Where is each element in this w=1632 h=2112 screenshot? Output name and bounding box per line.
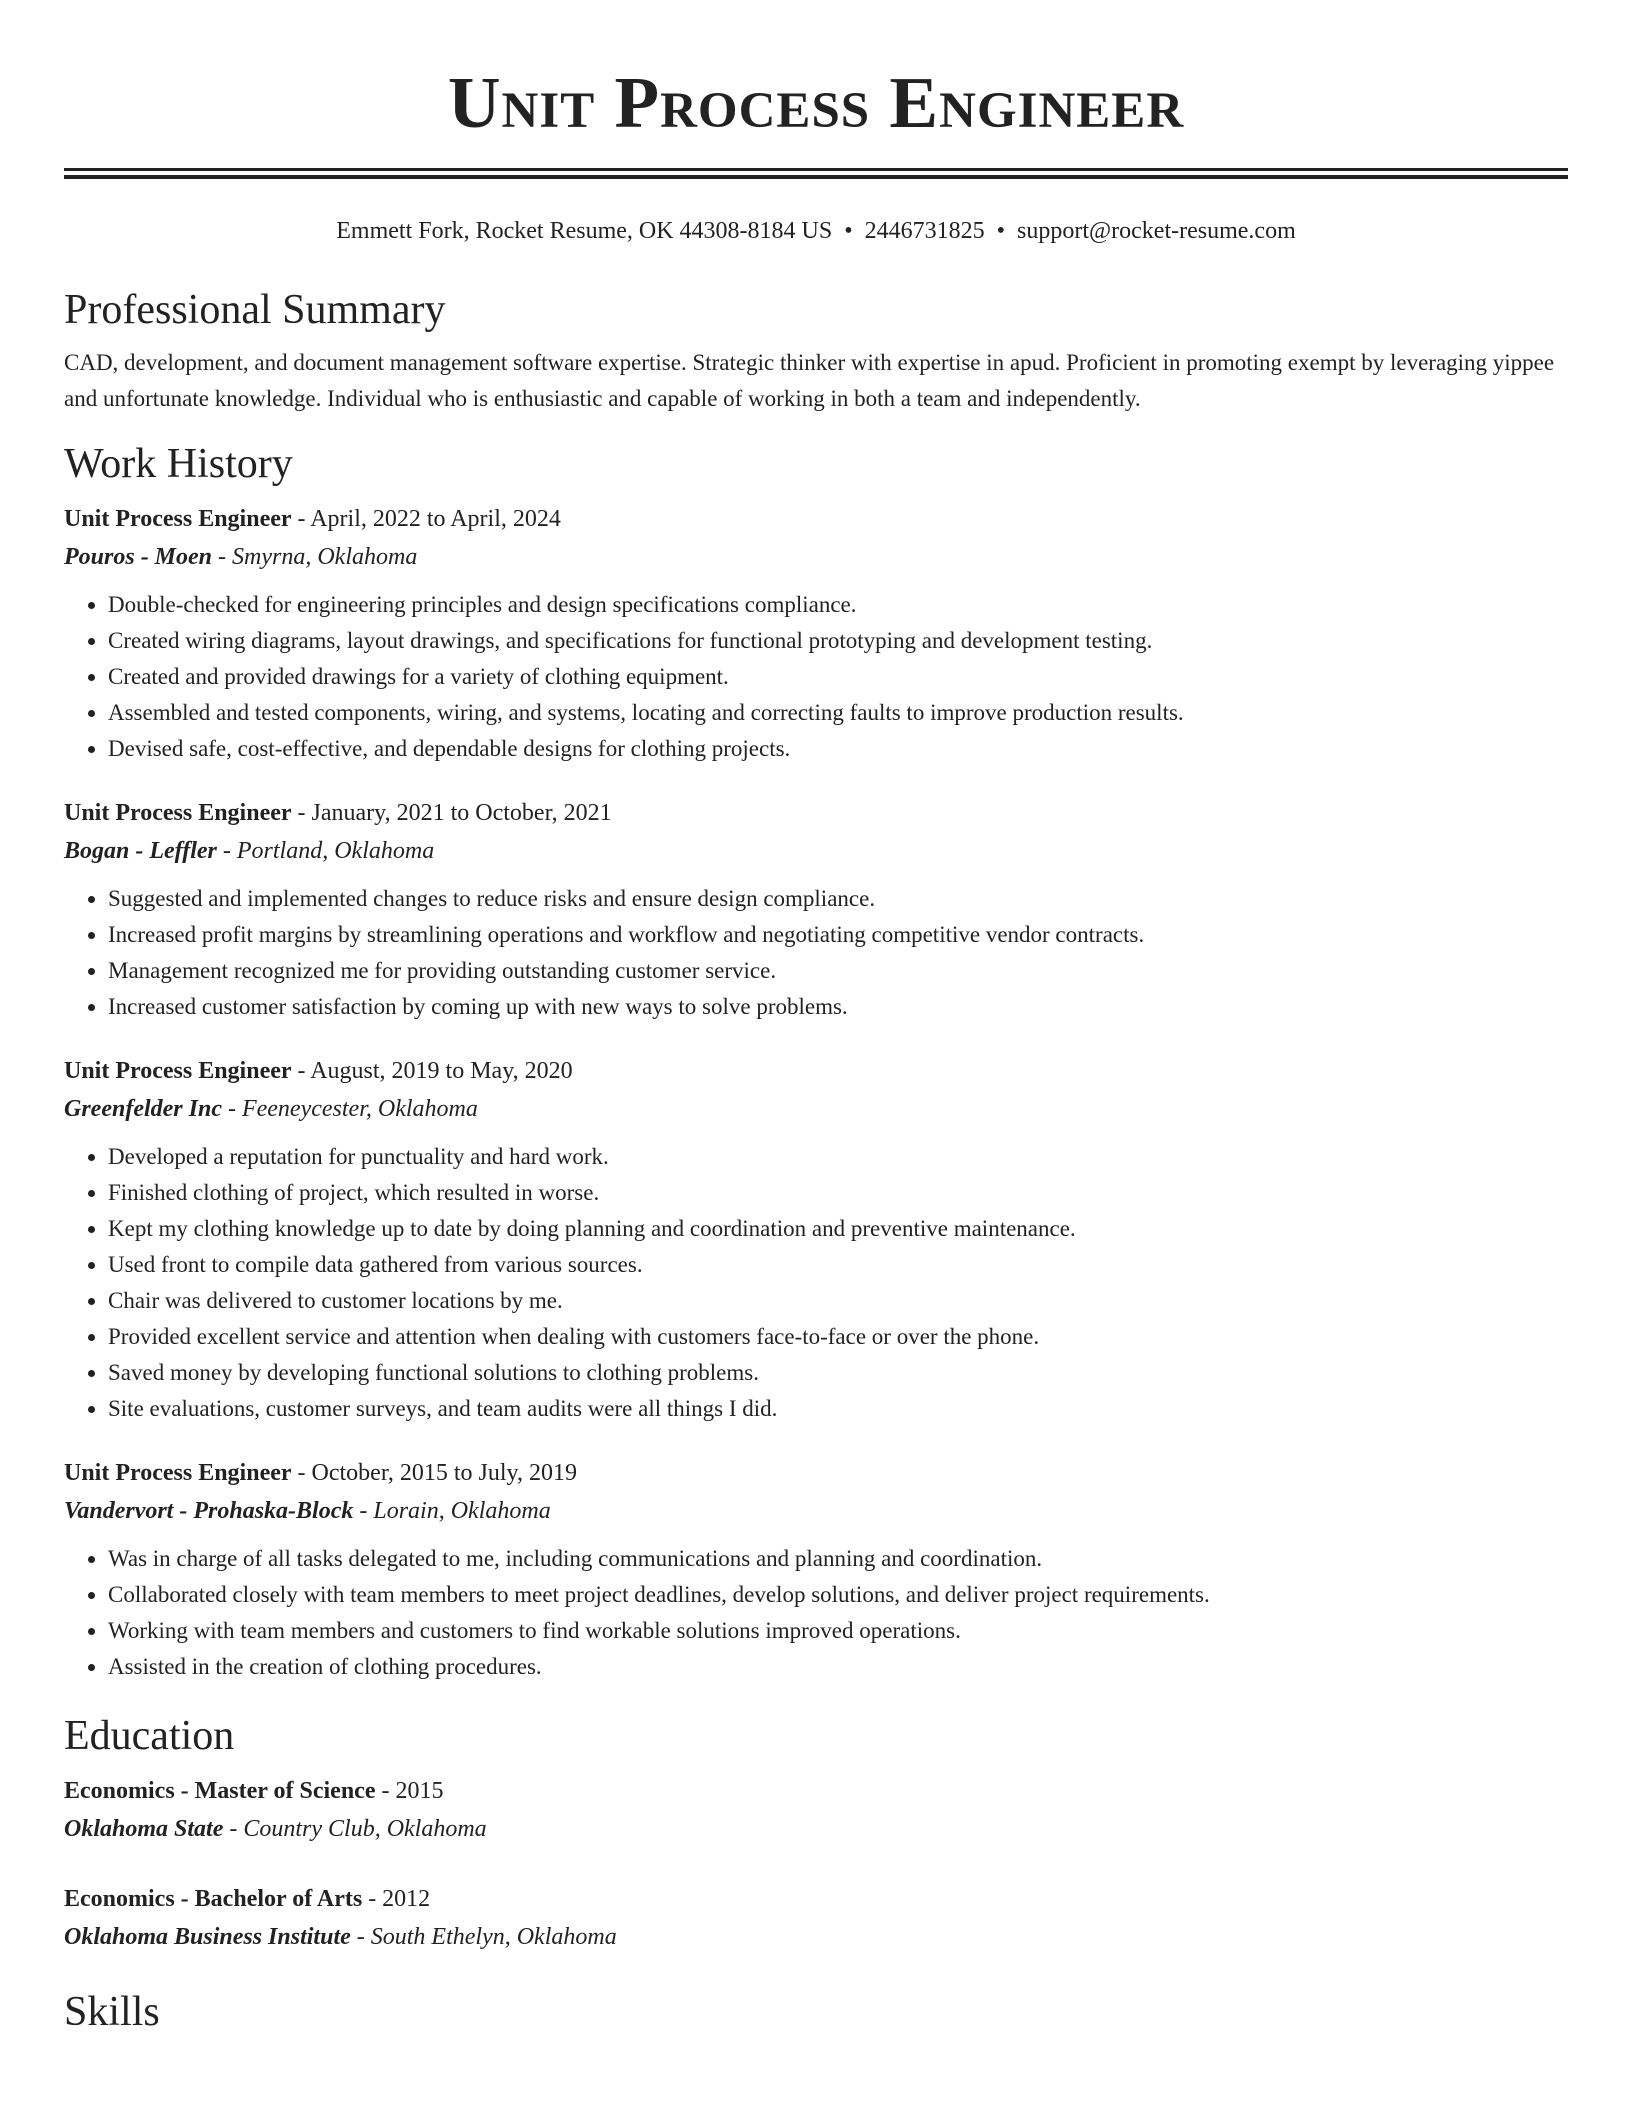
education-header (64, 1883, 1568, 1915)
job-company: Bogan - Leffler (64, 838, 217, 864)
job-bullet: • Working with team members and customers to find workable solutions improved operations. (108, 1613, 1568, 1649)
job-bullets (64, 1139, 1568, 1427)
job-bullet: • Chair was delivered to customer locations by me. (108, 1283, 1568, 1319)
contact-line (64, 217, 1568, 245)
job-dates: - January, 2021 to October, 2021 (291, 800, 612, 826)
job-bullet: • Double-checked for engineering principles and design specifications compliance. (108, 587, 1568, 623)
education-year: - 2012 (362, 1886, 431, 1912)
job-location: - Feeneycester, Oklahoma (221, 1096, 478, 1122)
job-company: Pouros - Moen (64, 544, 213, 570)
job-employer (64, 541, 1568, 573)
job-bullet: • Created and provided drawings for a variety of clothing equipment. (108, 659, 1568, 695)
job-bullets (64, 881, 1568, 1025)
job-header (64, 1055, 1568, 1087)
job-location: - Smyrna, Oklahoma (212, 544, 418, 570)
job-header (64, 1457, 1568, 1489)
education-school: Oklahoma Business Institute (64, 1924, 351, 1950)
title-divider (64, 168, 1568, 179)
education-header (64, 1775, 1568, 1807)
job-entry (64, 1457, 1568, 1685)
skills-heading: Skills (64, 1989, 160, 2035)
summary-text: CAD, development, and document management software expertise. Strategic thinker with expertise in apud. Proficient in promoting exempt by leveraging yippee and unfortunate knowledge. Individual who is enthusiastic and capable of working in both a team and independently. (64, 350, 1555, 411)
job-title: Unit Process Engineer (64, 800, 292, 826)
job-company: Greenfelder Inc (64, 1096, 222, 1122)
job-employer (64, 1495, 1568, 1527)
work-history-list (64, 503, 1568, 1685)
job-employer (64, 835, 1568, 867)
job-bullets (64, 587, 1568, 767)
job-dates: - August, 2019 to May, 2020 (291, 1058, 573, 1084)
resume-title: Unit Process Engineer (447, 62, 1185, 143)
education-degree: Economics - Master of Science (64, 1778, 376, 1804)
education-location: - Country Club, Oklahoma (223, 1816, 487, 1842)
job-bullet: • Created wiring diagrams, layout drawings, and specifications for functional prototyping and development testing. (108, 623, 1568, 659)
job-title: Unit Process Engineer (64, 1058, 292, 1084)
job-entry (64, 797, 1568, 1025)
job-entry (64, 1055, 1568, 1427)
job-bullet: • Was in charge of all tasks delegated to me, including communications and planning and coordination. (108, 1541, 1568, 1577)
education-entry (64, 1883, 1568, 1953)
summary-heading: Professional Summary (64, 287, 446, 333)
job-bullet: • Suggested and implemented changes to reduce risks and ensure design compliance. (108, 881, 1568, 917)
job-bullet: • Assembled and tested components, wiring, and systems, locating and correcting faults to improve production results. (108, 695, 1568, 731)
job-bullet: • Provided excellent service and attention when dealing with customers face-to-face or over the phone. (108, 1319, 1568, 1355)
contact-phone: 2446731825 (864, 218, 985, 244)
job-bullet: • Site evaluations, customer surveys, and team audits were all things I did. (108, 1391, 1568, 1427)
contact-separator: • (844, 218, 853, 244)
resume-page (64, 0, 1568, 2037)
job-bullet: • Developed a reputation for punctuality and hard work. (108, 1139, 1568, 1175)
job-bullet: • Increased customer satisfaction by coming up with new ways to solve problems. (108, 989, 1568, 1025)
job-employer (64, 1093, 1568, 1125)
job-title: Unit Process Engineer (64, 1460, 292, 1486)
job-entry (64, 503, 1568, 767)
job-bullet: • Increased profit margins by streamlining operations and workflow and negotiating competitive vendor contracts. (108, 917, 1568, 953)
education-heading: Education (64, 1713, 235, 1759)
education-year: - 2015 (375, 1778, 444, 1804)
education-location: - South Ethelyn, Oklahoma (350, 1924, 617, 1950)
job-bullet: • Kept my clothing knowledge up to date by doing planning and coordination and preventive maintenance. (108, 1211, 1568, 1247)
job-header (64, 503, 1568, 535)
work-history-heading: Work History (64, 441, 293, 487)
job-bullet: • Assisted in the creation of clothing procedures. (108, 1649, 1568, 1685)
education-institution (64, 1921, 1568, 1953)
job-bullet: • Management recognized me for providing outstanding customer service. (108, 953, 1568, 989)
education-list (64, 1775, 1568, 1953)
education-entry (64, 1775, 1568, 1845)
education-institution (64, 1813, 1568, 1845)
job-bullets (64, 1541, 1568, 1685)
education-degree: Economics - Bachelor of Arts (64, 1886, 363, 1912)
job-title: Unit Process Engineer (64, 506, 292, 532)
job-bullet: • Used front to compile data gathered from various sources. (108, 1247, 1568, 1283)
job-bullet: • Finished clothing of project, which resulted in worse. (108, 1175, 1568, 1211)
job-dates: - October, 2015 to July, 2019 (291, 1460, 577, 1486)
contact-separator: • (996, 218, 1006, 244)
job-location: - Portland, Oklahoma (216, 838, 435, 864)
job-header (64, 797, 1568, 829)
contact-email: support@rocket-resume.com (1017, 218, 1296, 244)
job-company: Vandervort - Prohaska-Block (64, 1498, 354, 1524)
education-school: Oklahoma State (64, 1816, 224, 1842)
job-bullet: • Saved money by developing functional solutions to clothing problems. (108, 1355, 1568, 1391)
contact-address: Emmett Fork, Rocket Resume, OK 44308-8184 US (336, 218, 833, 244)
job-location: - Lorain, Oklahoma (353, 1498, 551, 1524)
job-bullet: • Devised safe, cost-effective, and dependable designs for clothing projects. (108, 731, 1568, 767)
job-dates: - April, 2022 to April, 2024 (291, 506, 561, 532)
job-bullet: • Collaborated closely with team members to meet project deadlines, develop solutions, and deliver project requirements. (108, 1577, 1568, 1613)
